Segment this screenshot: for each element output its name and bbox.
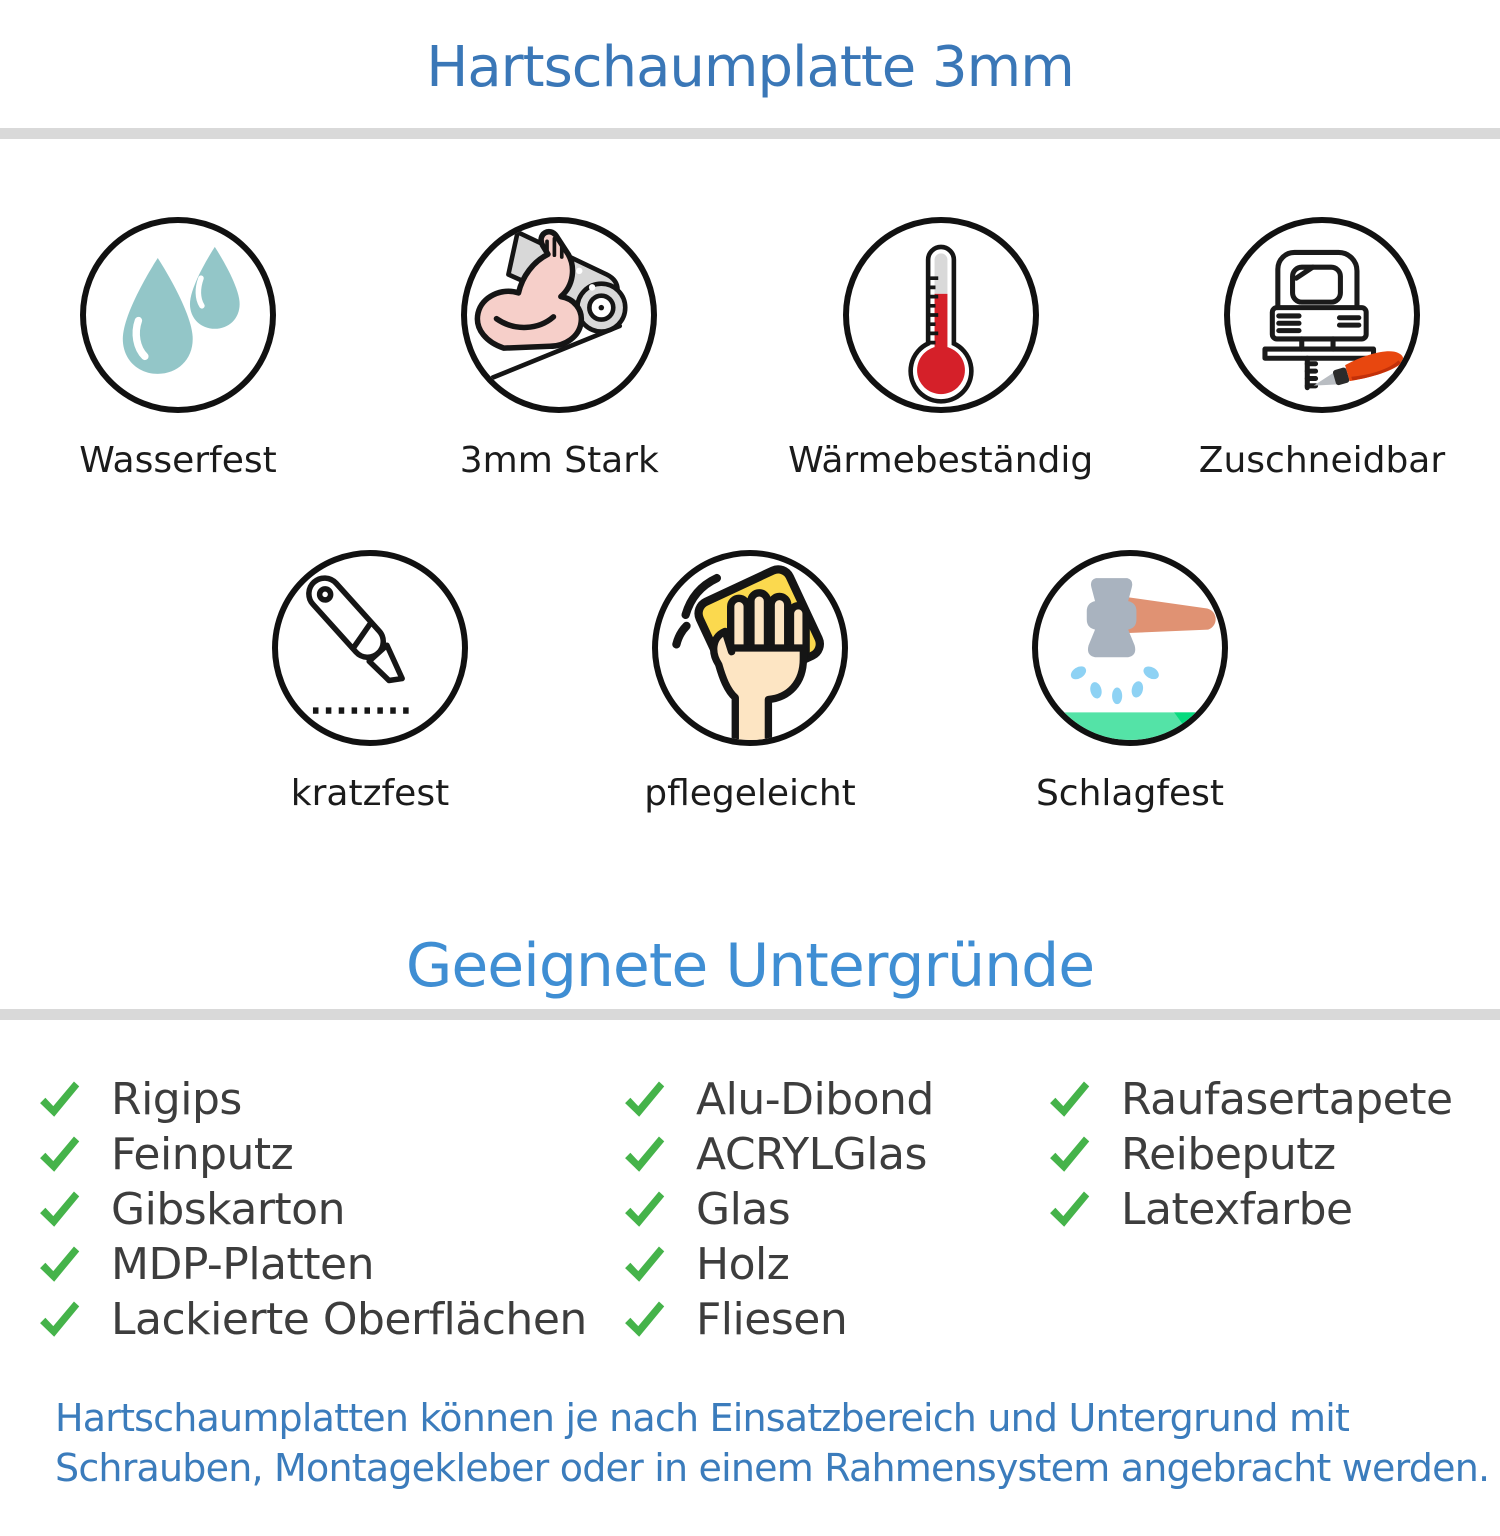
thermometer-icon xyxy=(849,223,1033,407)
checkmark-icon xyxy=(1045,1133,1093,1177)
list-item xyxy=(620,1237,1045,1292)
page xyxy=(0,36,1500,1536)
list-item xyxy=(620,1292,1045,1347)
feature-waermebestaendig xyxy=(788,217,1094,482)
list-item xyxy=(35,1127,620,1182)
feature-circle xyxy=(461,217,657,413)
feature-label: 3mm Stark xyxy=(459,440,659,481)
features-row-2 xyxy=(0,550,1500,815)
substrate-label: Reibeputz xyxy=(1121,1129,1336,1180)
footer-line-2: Schrauben, Montagekleber oder in einem Rahmensystem angebracht werden. xyxy=(55,1446,1490,1490)
checkmark-icon xyxy=(35,1298,83,1342)
checkmark-icon xyxy=(35,1078,83,1122)
divider-bar-bottom xyxy=(0,1009,1500,1020)
substrate-label: Feinputz xyxy=(111,1129,294,1180)
flexed-arm-rolled-sheet-icon xyxy=(467,223,651,407)
checkmark-icon xyxy=(1045,1188,1093,1232)
checklist-column-3 xyxy=(1045,1072,1500,1347)
feature-label: pflegeleicht xyxy=(644,773,856,814)
footer-note xyxy=(55,1393,1500,1493)
water-drops-icon xyxy=(86,223,270,407)
checkmark-icon xyxy=(35,1188,83,1232)
substrate-label: Glas xyxy=(696,1184,791,1235)
list-item xyxy=(620,1072,1045,1127)
feature-circle xyxy=(1032,550,1228,746)
substrate-label: Rigips xyxy=(111,1074,242,1125)
feature-circle xyxy=(272,550,468,746)
feature-label: Schlagfest xyxy=(1035,773,1225,814)
feature-label: kratzfest xyxy=(290,773,450,814)
substrates-checklist xyxy=(0,1072,1500,1347)
checkmark-icon xyxy=(620,1078,668,1122)
list-item xyxy=(35,1237,620,1292)
list-item xyxy=(620,1127,1045,1182)
checkmark-icon xyxy=(35,1243,83,1287)
list-item xyxy=(35,1182,620,1237)
substrate-label: Fliesen xyxy=(696,1294,848,1345)
feature-label: Wasserfest xyxy=(79,440,277,481)
substrate-label: Lackierte Oberflächen xyxy=(111,1294,587,1345)
substrate-label: Holz xyxy=(696,1239,790,1290)
substrate-label: Alu-Dibond xyxy=(696,1074,934,1125)
list-item xyxy=(1045,1182,1500,1237)
list-item xyxy=(1045,1072,1500,1127)
checklist-column-2 xyxy=(620,1072,1045,1347)
feature-circle xyxy=(80,217,276,413)
list-item xyxy=(1045,1127,1500,1182)
divider-bar-top xyxy=(0,128,1500,139)
substrate-label: Gibskarton xyxy=(111,1184,345,1235)
feature-circle xyxy=(1224,217,1420,413)
checkmark-icon xyxy=(35,1133,83,1177)
checkmark-icon xyxy=(1045,1078,1093,1122)
checkmark-icon xyxy=(620,1188,668,1232)
utility-knife-icon xyxy=(278,556,462,740)
page-title: Hartschaumplatte 3mm xyxy=(426,35,1074,100)
substrate-label: Raufasertapete xyxy=(1121,1074,1453,1125)
feature-wasserfest xyxy=(62,217,294,482)
hand-wiping-cloth-icon xyxy=(658,556,842,740)
feature-kratzfest xyxy=(254,550,486,815)
list-item xyxy=(620,1182,1045,1237)
substrate-label: ACRYLGlas xyxy=(696,1129,927,1180)
section-title-untergruende: Geeignete Untergründe xyxy=(405,931,1095,1001)
hammer-impact-icon xyxy=(1038,556,1222,740)
feature-schlagfest xyxy=(1014,550,1246,815)
substrate-label: MDP-Platten xyxy=(111,1239,374,1290)
list-item xyxy=(35,1072,620,1127)
footer-line-1: Hartschaumplatten können je nach Einsatzbereich und Untergrund mit xyxy=(55,1396,1350,1440)
feature-zuschneidbar xyxy=(1198,217,1446,482)
list-item xyxy=(35,1292,620,1347)
substrate-label: Latexfarbe xyxy=(1121,1184,1353,1235)
feature-circle xyxy=(843,217,1039,413)
feature-pflegeleicht xyxy=(634,550,866,815)
checkmark-icon xyxy=(620,1298,668,1342)
checklist-column-1 xyxy=(35,1072,620,1347)
checkmark-icon xyxy=(620,1133,668,1177)
feature-label: Zuschneidbar xyxy=(1198,440,1446,481)
feature-3mm-stark xyxy=(443,217,675,482)
feature-label: Wärmebeständig xyxy=(788,440,1094,481)
jigsaw-cutter-icon xyxy=(1230,223,1414,407)
feature-circle xyxy=(652,550,848,746)
features-row-1 xyxy=(0,217,1500,482)
checkmark-icon xyxy=(620,1243,668,1287)
